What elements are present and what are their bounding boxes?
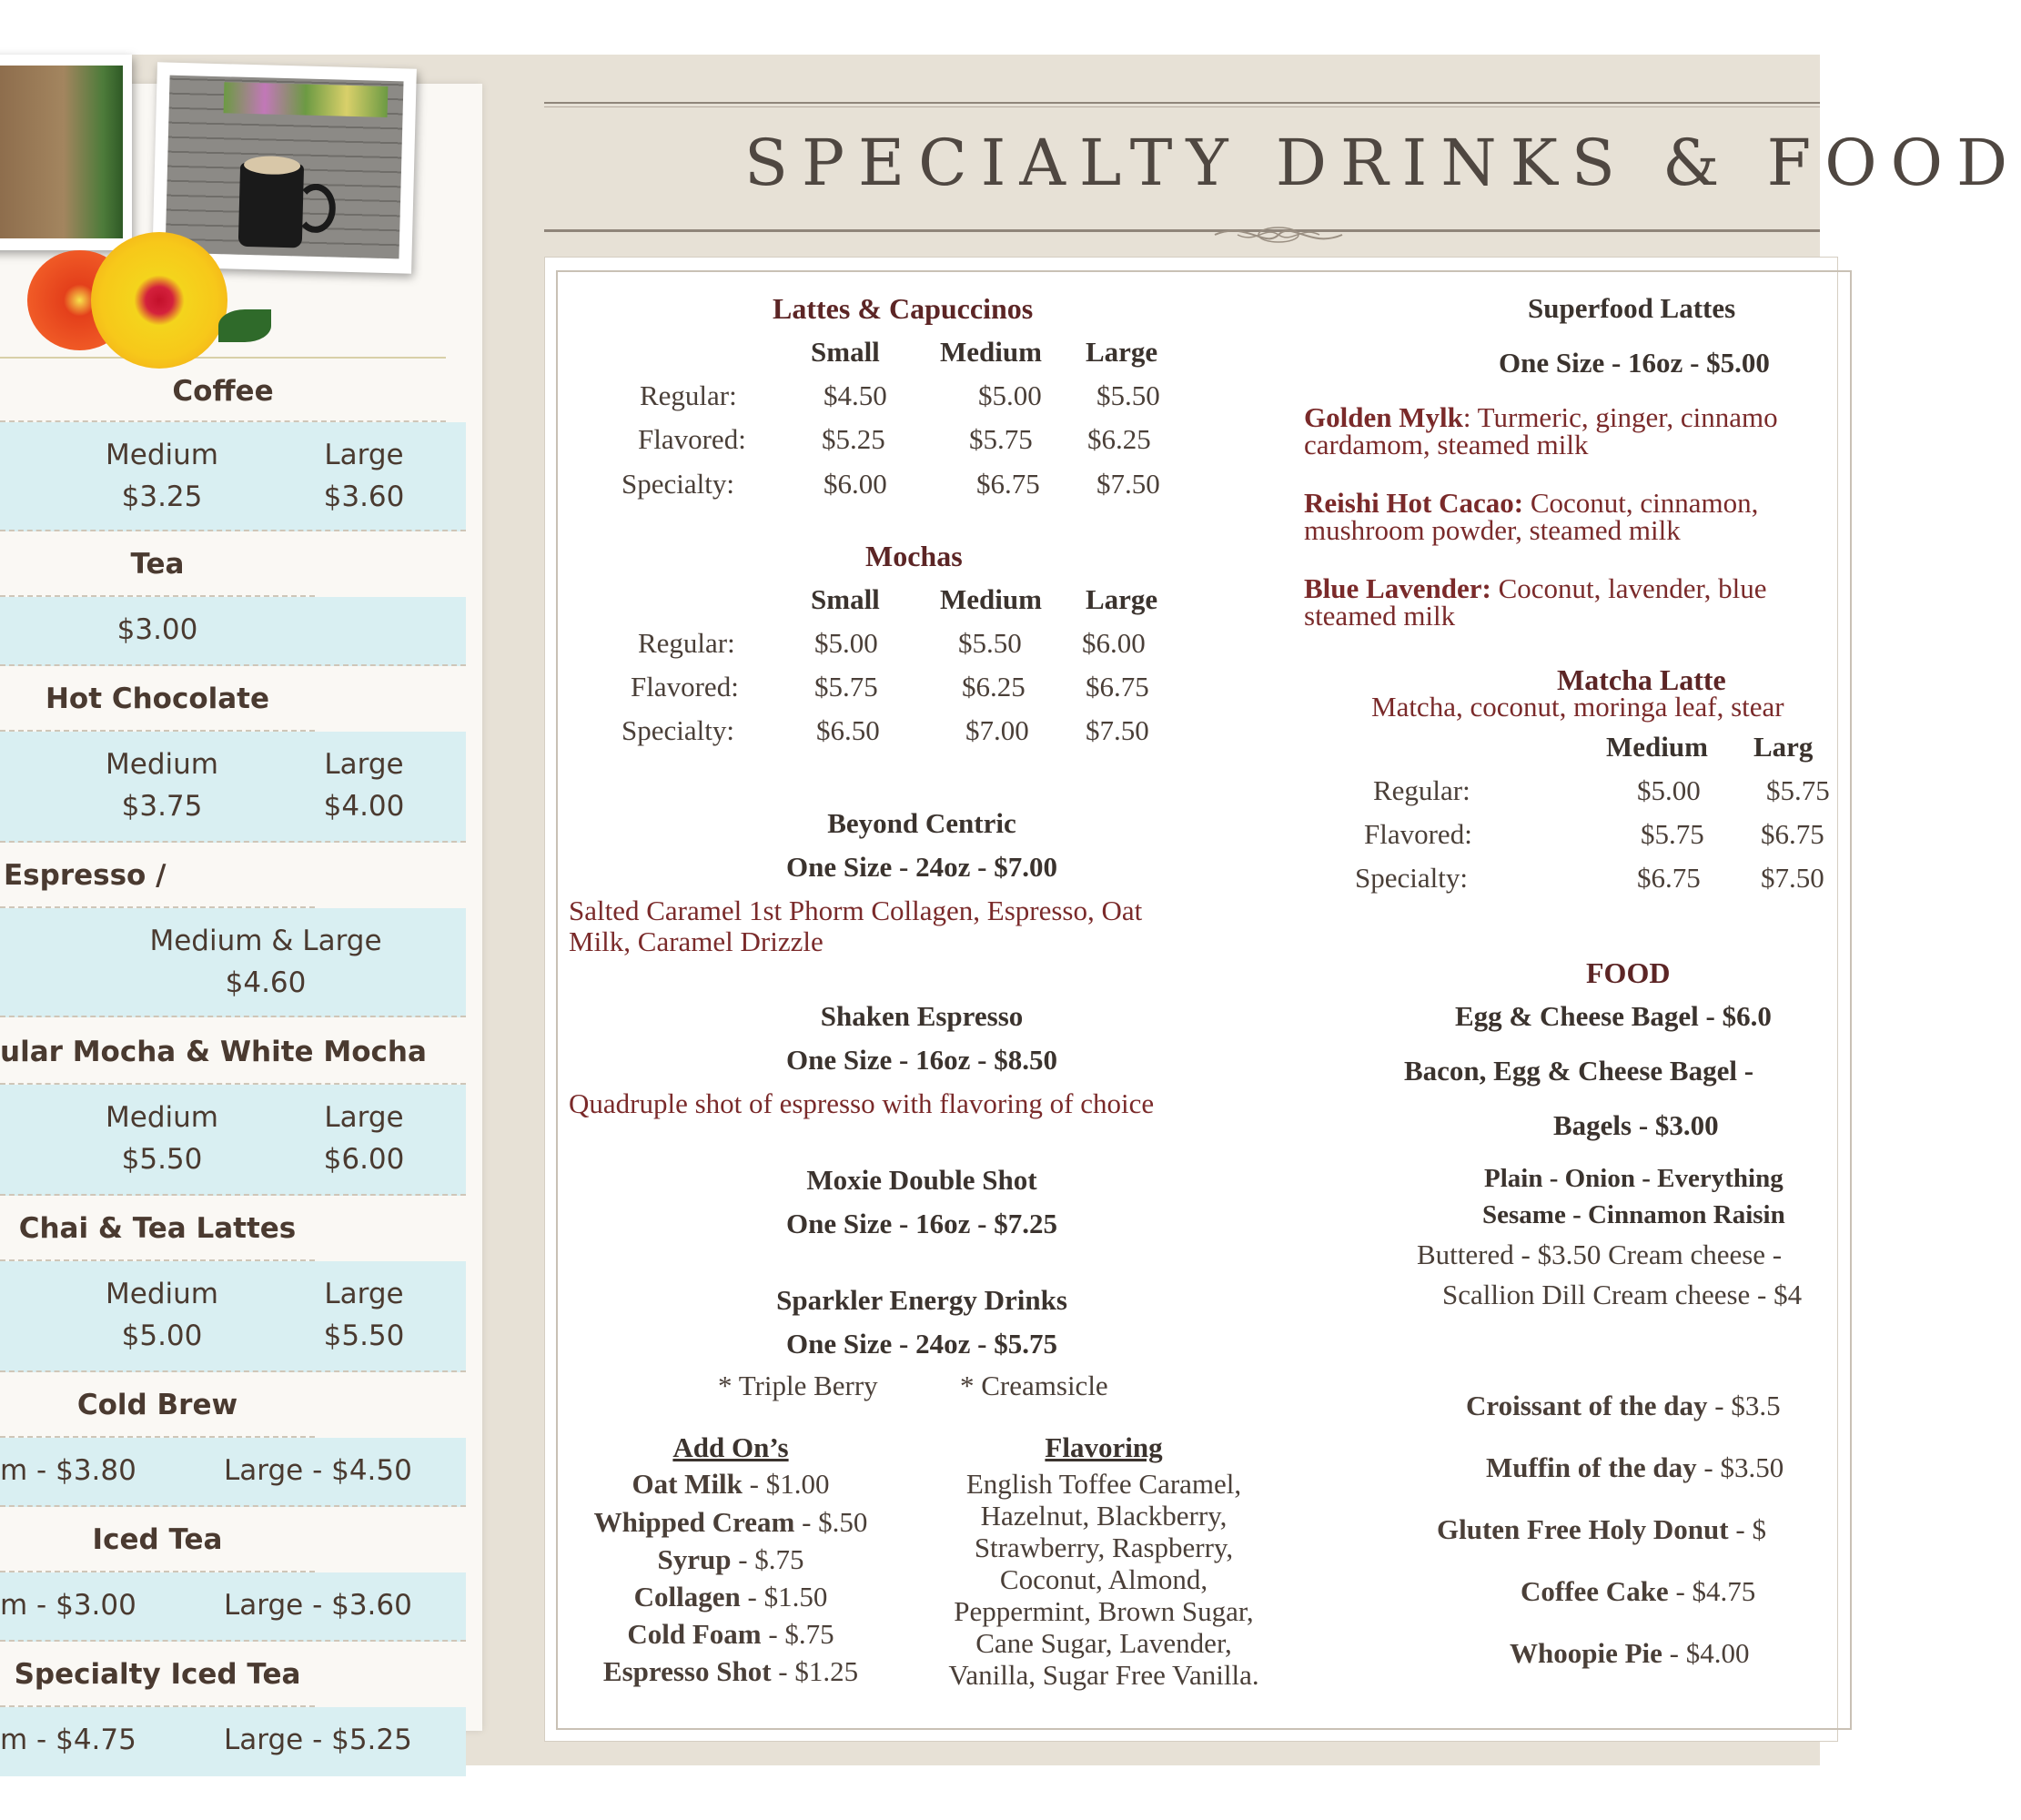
section-heading: FOOD — [1586, 956, 1671, 989]
addon-price: - $.75 — [761, 1618, 834, 1650]
addon-price: - $1.50 — [740, 1581, 828, 1613]
price: Large - $4.50 — [224, 1454, 412, 1487]
section-heading: Specialty Iced Tea — [0, 1642, 315, 1707]
price: m - $4.75 — [0, 1724, 136, 1756]
addon-item — [558, 1543, 904, 1576]
flavor-line: Hazelnut, Blackberry, — [980, 1500, 1228, 1532]
price: $6.75 — [1637, 862, 1701, 894]
addon-name: Oat Milk — [632, 1468, 743, 1500]
coffee-section — [0, 357, 466, 531]
menu-board — [0, 55, 2021, 1765]
addon-item — [558, 1468, 904, 1501]
price-row — [0, 732, 466, 843]
size-label: Large — [324, 1101, 404, 1134]
price: $5.50 — [323, 1320, 405, 1352]
price: $5.50 — [1096, 379, 1160, 411]
specialty-content-box — [544, 257, 1838, 1742]
mocha-section — [0, 1019, 466, 1196]
size-label: Larg — [1753, 731, 1814, 763]
price: $6.50 — [816, 714, 880, 746]
price: $6.25 — [962, 671, 1026, 703]
item-name: Blue Lavender: — [1304, 572, 1491, 604]
section-heading: Cold Brew — [0, 1372, 315, 1438]
food-item — [1466, 1390, 1781, 1422]
tea-section — [0, 531, 466, 666]
divider — [544, 102, 1820, 104]
section-heading: Coffee — [0, 357, 446, 422]
price: $7.50 — [1096, 468, 1160, 500]
price-row — [0, 1707, 466, 1776]
price: $5.75 — [814, 671, 878, 703]
item-desc: : Turmeric, ginger, cinnamo — [1462, 401, 1778, 433]
price: $6.00 — [323, 1143, 405, 1176]
espresso-section — [0, 843, 466, 1017]
item-name: Reishi Hot Cacao: — [1304, 487, 1524, 519]
flavor-line: Cane Sugar, Lavender, — [975, 1627, 1232, 1659]
addon-item — [558, 1581, 904, 1613]
row-label: Regular: — [640, 379, 737, 411]
food-item: Bagels - $3.00 — [1553, 1109, 1719, 1141]
section-heading: Hot Chocolate — [0, 666, 315, 732]
section-heading: Add On’s — [672, 1431, 789, 1463]
addon-name: Collagen — [633, 1581, 741, 1613]
section-heading: Superfood Lattes — [1528, 292, 1736, 324]
description: Matcha, coconut, moringa leaf, stear — [1371, 691, 1784, 723]
size-label: Medium — [1606, 731, 1708, 763]
food-price: - $3.5 — [1707, 1390, 1781, 1421]
size-price: One Size - 16oz - $7.25 — [786, 1208, 1057, 1239]
food-item: Egg & Cheese Bagel - $6.0 — [1455, 1000, 1772, 1032]
price: $4.50 — [824, 379, 887, 411]
price: $6.75 — [976, 468, 1040, 500]
price: $3.60 — [323, 480, 405, 513]
food-name: Croissant of the day — [1466, 1390, 1708, 1421]
section-heading: Chai & Tea Lattes — [0, 1196, 315, 1261]
price: $3.75 — [121, 790, 203, 823]
price: $3.00 — [116, 613, 198, 646]
food-name: Gluten Free Holy Donut — [1437, 1513, 1729, 1545]
price: $5.00 — [814, 627, 878, 659]
specialty-iced-tea-section — [0, 1642, 466, 1776]
price: $4.60 — [225, 966, 307, 999]
food-item — [1486, 1451, 1784, 1484]
section-heading: ular Mocha & White Mocha — [0, 1019, 466, 1085]
addon-item — [558, 1655, 904, 1688]
food-price: - $ — [1728, 1513, 1766, 1545]
row-label: Specialty: — [621, 468, 734, 500]
size-label: Large — [324, 748, 404, 781]
flavor-option: * Triple Berry — [718, 1370, 878, 1401]
price: Large - $5.25 — [224, 1724, 412, 1756]
size-label: Medium — [106, 748, 218, 781]
item-desc: Coconut, cinnamon, — [1523, 487, 1759, 519]
flavor-line: Strawberry, Raspberry, — [974, 1532, 1234, 1563]
item-desc: Coconut, lavender, blue — [1490, 572, 1767, 604]
section-heading: Lattes & Capuccinos — [773, 292, 1034, 325]
hot-chocolate-section — [0, 666, 466, 843]
iced-tea-section — [0, 1507, 466, 1642]
price-row — [0, 1085, 466, 1196]
food-name: Coffee Cake — [1521, 1575, 1669, 1607]
price: $6.00 — [824, 468, 887, 500]
price: $6.75 — [1761, 818, 1824, 850]
cold-brew-section — [0, 1372, 466, 1507]
bagel-kinds: Sesame - Cinnamon Raisin — [1482, 1200, 1785, 1229]
flourish-icon — [1210, 217, 1347, 253]
size-label: Large — [324, 439, 404, 471]
divider — [544, 229, 1820, 232]
size-price: One Size - 24oz - $5.75 — [786, 1328, 1057, 1360]
size-label: Small — [811, 336, 880, 368]
description: Quadruple shot of espresso with flavoring of choice — [569, 1087, 1155, 1119]
food-item — [1521, 1575, 1755, 1608]
size-label: Small — [811, 583, 880, 615]
price: $6.75 — [1086, 671, 1149, 703]
description: Salted Caramel 1st Phorm Collagen, Espresso, Oat — [569, 895, 1143, 926]
price-row — [0, 908, 466, 1017]
flavor-line: Vanilla, Sugar Free Vanilla. — [948, 1659, 1259, 1691]
addon-price: - $.50 — [794, 1506, 868, 1538]
food-name: Muffin of the day — [1486, 1451, 1697, 1483]
size-label: Medium — [106, 439, 218, 471]
price: m - $3.00 — [0, 1589, 136, 1622]
price: $5.50 — [121, 1143, 203, 1176]
price: $5.50 — [958, 627, 1022, 659]
price: $5.00 — [121, 1320, 203, 1352]
section-heading: Iced Tea — [0, 1507, 315, 1572]
hibiscus-flower-icon — [91, 232, 227, 369]
item-desc: cardamom, steamed milk — [1304, 429, 1589, 460]
price-row — [0, 1261, 466, 1372]
size-label: Medium — [106, 1101, 218, 1134]
flavor-line: Peppermint, Brown Sugar, — [954, 1595, 1254, 1627]
food-item — [1510, 1637, 1750, 1670]
size-label: Medium — [106, 1278, 218, 1310]
row-label: Specialty: — [621, 714, 734, 746]
food-price: - $3.50 — [1696, 1451, 1784, 1483]
bagel-spreads: Buttered - $3.50 Cream cheese - — [1417, 1239, 1783, 1270]
food-price: - $4.00 — [1662, 1637, 1750, 1669]
item-desc: mushroom powder, steamed milk — [1304, 514, 1681, 546]
flavor-line: Coconut, Almond, — [999, 1563, 1208, 1595]
addon-item — [558, 1506, 904, 1539]
row-label: Flavored: — [631, 671, 739, 703]
addon-price: - $.75 — [731, 1543, 804, 1575]
chai-section — [0, 1196, 466, 1372]
description: Milk, Caramel Drizzle — [569, 925, 824, 957]
price: $5.00 — [978, 379, 1042, 411]
addon-name: Cold Foam — [627, 1618, 762, 1650]
row-label: Specialty: — [1355, 862, 1468, 894]
price: $5.25 — [822, 423, 885, 455]
section-heading: Beyond Centric — [827, 807, 1016, 839]
size-price: One Size - 24oz - $7.00 — [786, 851, 1057, 883]
price: $5.75 — [969, 423, 1033, 455]
food-item: Bacon, Egg & Cheese Bagel - — [1404, 1055, 1754, 1087]
price: $3.25 — [121, 480, 203, 513]
price-row — [0, 1438, 466, 1507]
addon-name: Whipped Cream — [593, 1506, 795, 1538]
row-label: Regular: — [1373, 774, 1470, 806]
size-label: Large — [1086, 336, 1158, 368]
leaf-icon — [218, 309, 271, 342]
price: $5.75 — [1641, 818, 1704, 850]
item-desc: steamed milk — [1304, 600, 1456, 632]
section-heading: Moxie Double Shot — [806, 1164, 1037, 1196]
coffee-cup-photo — [0, 55, 132, 250]
food-item — [1437, 1513, 1766, 1546]
section-heading: Mochas — [865, 540, 963, 572]
section-heading: Shaken Espresso — [820, 1000, 1024, 1032]
row-label: Flavored: — [1364, 818, 1472, 850]
flavor-option: * Creamsicle — [960, 1370, 1108, 1401]
row-label: Flavored: — [638, 423, 746, 455]
addon-name: Syrup — [657, 1543, 732, 1575]
price: $5.75 — [1766, 774, 1830, 806]
addon-price: - $1.25 — [771, 1655, 859, 1687]
price-row — [0, 1572, 466, 1642]
row-label: Regular: — [638, 627, 735, 659]
price-row — [0, 597, 466, 666]
menu-title: SPECIALTY DRINKS & FOOD — [744, 126, 2021, 200]
size-label: Large — [1086, 583, 1158, 615]
bagel-kinds: Plain - Onion - Everything — [1484, 1164, 1784, 1193]
price: $5.00 — [1637, 774, 1701, 806]
price: $7.50 — [1761, 862, 1824, 894]
section-heading: Tea — [0, 531, 315, 597]
bagel-spreads: Scallion Dill Cream cheese - $4 — [1442, 1279, 1803, 1310]
size-label: Large — [324, 1278, 404, 1310]
addon-item — [558, 1618, 904, 1651]
size-label: Medium — [940, 583, 1042, 615]
item-name: Golden Mylk — [1304, 401, 1463, 433]
price: $6.00 — [1082, 627, 1146, 659]
section-heading: Flavoring — [1045, 1431, 1163, 1463]
price: $4.00 — [323, 790, 405, 823]
price: m - $3.80 — [0, 1454, 136, 1487]
addon-name: Espresso Shot — [602, 1655, 772, 1687]
section-heading: Matcha Latte — [1557, 663, 1726, 696]
content-frame — [556, 270, 1852, 1730]
size-price: One Size - 16oz - $8.50 — [786, 1044, 1057, 1076]
price: $7.00 — [965, 714, 1029, 746]
size-price: One Size - 16oz - $5.00 — [1499, 347, 1770, 379]
section-heading: Sparkler Energy Drinks — [776, 1284, 1067, 1316]
price: Large - $3.60 — [224, 1589, 412, 1622]
food-name: Whoopie Pie — [1510, 1637, 1662, 1669]
price-row — [0, 422, 466, 531]
section-heading: Espresso / — [0, 843, 315, 908]
flavor-line: English Toffee Caramel, — [965, 1468, 1242, 1500]
price: $6.25 — [1087, 423, 1151, 455]
food-price: - $4.75 — [1668, 1575, 1756, 1607]
divider — [544, 106, 1820, 107]
addon-price: - $1.00 — [742, 1468, 830, 1500]
size-label: Medium & Large — [149, 925, 382, 957]
price: $7.50 — [1086, 714, 1149, 746]
size-label: Medium — [940, 336, 1042, 368]
